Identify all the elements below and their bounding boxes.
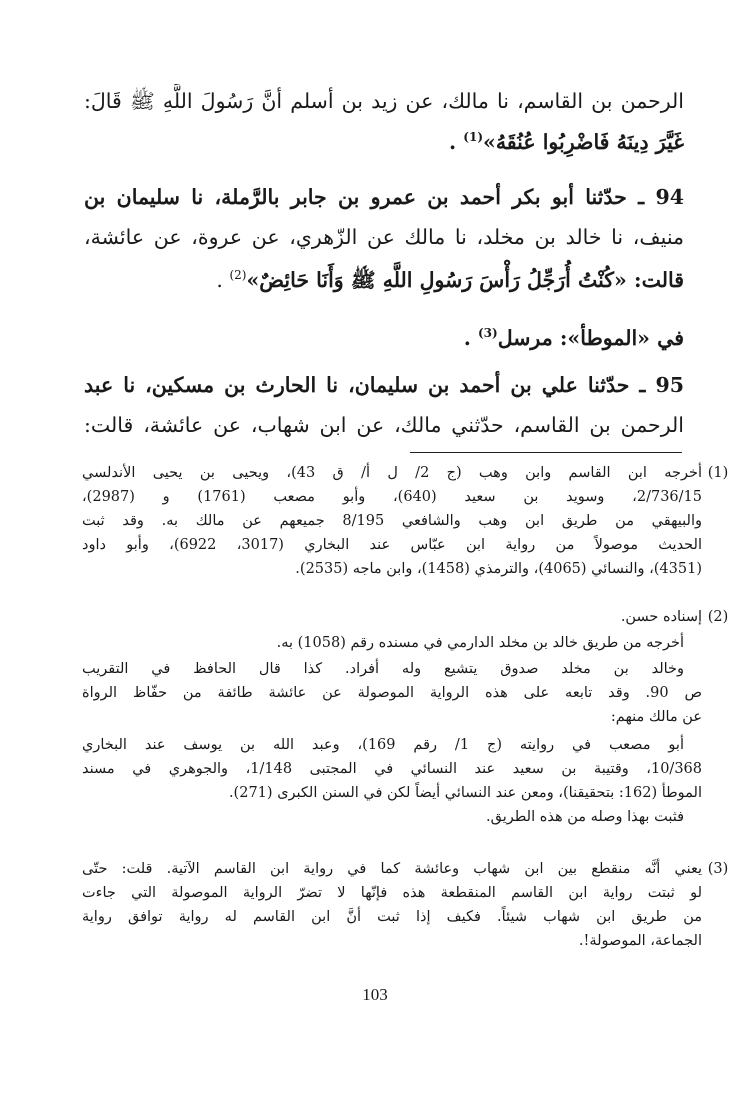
footnote-line: أخرجه ابن القاسم وابن وهب (ج 2/ ل أ/ ق 43)، ويحيى بن يحيى الأندلسي [82, 465, 702, 481]
main-line: قالت: «كُنْتُ أُرَجِّلُ رَأْسَ رَسُولِ اللَّهِ ﷺ وَأَنَا حَائِضٌ»$^{(2)}$ . [216, 267, 684, 292]
footnote-line: ص 90. وقد تابعه على هذه الرواية الموصولة عن عائشة طائفة من حفّاظ الرواة [82, 685, 702, 701]
footnote-number: (3) [707, 861, 729, 877]
footnote-line: وخالد بن مخلد صدوق يتشيع وله أفراد. كذا قال الحافظ في التقريب [82, 661, 684, 677]
footnote-line: أخرجه من طريق خالد بن مخلد الدارمي في مسنده رقم (1058) به. [276, 635, 684, 651]
main-line: الرحمن بن القاسم، حدّثني مالك، عن ابن شهاب، عن عائشة، قالت: [84, 413, 684, 437]
footnote-line: الحديث موصولاً من رواية ابن عبّاس عند البخاري (3017، 6922)، وأبو داود [82, 537, 702, 553]
main-line: غَيَّرَ دِينَهُ فَاضْرِبُوا عُنُقَهُ»$^{(1)}$ . [448, 129, 684, 154]
footnote-ref[interactable]: (3) [477, 326, 498, 340]
footnote-line: عن مالك منهم: [610, 709, 702, 725]
footnote-line: 10/368، وقتيبة بن سعيد عند النسائي في المجتبى 1/148، والجوهري في مسند [82, 761, 702, 777]
footnote-line: لو ثبتت رواية ابن القاسم المنقطعة هذه فإنّها لا تضرّ الرواية الموصولة التي جاءت [82, 885, 702, 901]
page-number: 103 [362, 985, 388, 1004]
footnote-number: (2) [707, 609, 729, 625]
main-line: 94 ـ حدّثنا أبو بكر أحمد بن عمرو بن جابر بالرَّملة، نا سليمان بن [84, 185, 684, 209]
main-line: في «الموطأ»: مرسل$^{(3)}$ . [463, 325, 684, 350]
footnote-line: الموطأ (162: بتحقيقنا)، ومعن عند النسائي أيضاً لكن في السنن الكبرى (271). [228, 785, 702, 801]
main-line: الرحمن بن القاسم، نا مالك، عن زيد بن أسلم أنَّ رَسُولَ اللَّهِ ﷺ قَالَ: [84, 89, 684, 113]
footnote-line: (4351)، والنسائي (4065)، والترمذي (1458)، وابن ماجه (2535). [295, 561, 702, 577]
footnote-line: الجماعة، الموصولة!. [578, 933, 702, 949]
footnote-line: والبيهقي من طريق ابن وهب والشافعي 8/195 جميعهم عن مالك به. وقد ثبت [82, 513, 702, 529]
footnote-line: فثبت بهذا وصله من هذه الطريق. [486, 809, 684, 825]
footnote-divider [410, 452, 682, 453]
footnote-line: إسناده حسن. [620, 609, 702, 625]
footnote-ref[interactable]: (2) [229, 268, 247, 282]
main-line: منيف، نا خالد بن مخلد، نا مالك عن الزّهري، عن عروة، عن عائشة، [84, 225, 684, 249]
footnote-line: من طريق ابن شهاب شيئاً. فكيف إذا ثبت أنَّ ابن القاسم له رواية توافق رواية [82, 909, 702, 925]
footnote-number: (1) [707, 465, 729, 481]
footnote-ref[interactable]: (1) [463, 130, 483, 144]
main-line: 95 ـ حدّثنا علي بن أحمد بن سليمان، نا الحارث بن مسكين، نا عبد [84, 373, 684, 397]
footnote-line: 2/736/15، وسويد بن سعيد (640)، وأبو مصعب (1761) و (2987)، [82, 489, 702, 505]
footnote-line: أبو مصعب في روايته (ج 1/ رقم 169)، وعبد الله بن يوسف عند البخاري [82, 737, 684, 753]
footnote-line: يعني أنَّه منقطع بين ابن شهاب وعائشة كما في رواية ابن القاسم الآتية. قلت: حتّى [82, 861, 702, 877]
